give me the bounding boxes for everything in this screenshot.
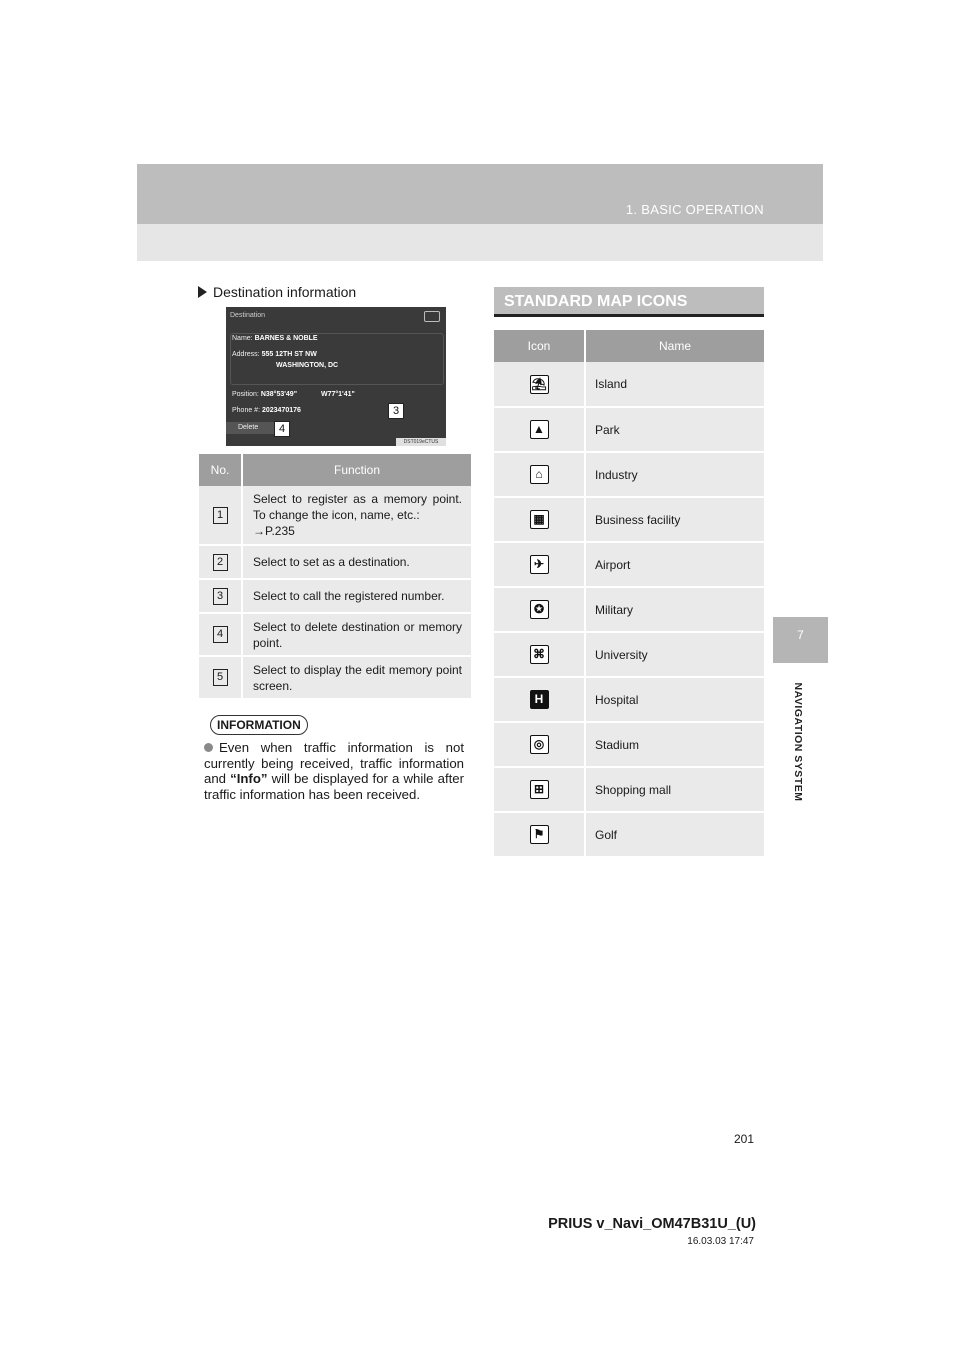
col-icon-header: Icon bbox=[494, 330, 585, 362]
table-row bbox=[494, 497, 764, 542]
table-row bbox=[494, 362, 764, 407]
airport-icon: ✈ bbox=[530, 555, 549, 574]
map-icons-title: STANDARD MAP ICONS bbox=[494, 287, 764, 317]
chapter-number: 7 bbox=[797, 628, 804, 642]
table-row bbox=[494, 722, 764, 767]
table-row bbox=[199, 545, 471, 579]
col-name-header: Name bbox=[585, 330, 764, 362]
business-facility-icon: ▦ bbox=[530, 510, 549, 529]
icon-name: Business facility bbox=[585, 497, 764, 542]
row-function: Select to call the registered number. bbox=[242, 579, 471, 613]
table-row bbox=[494, 812, 764, 857]
screen-delete-button: Delete bbox=[226, 422, 290, 434]
row-number: 1 bbox=[213, 507, 228, 524]
callout-3: 3 bbox=[388, 403, 404, 419]
hospital-icon: H bbox=[530, 690, 549, 709]
icon-name: Industry bbox=[585, 452, 764, 497]
screen-address-row: Address: 555 12TH ST NW bbox=[232, 351, 317, 358]
park-icon: ▲ bbox=[530, 420, 549, 439]
map-icons-table bbox=[494, 330, 764, 858]
table-row bbox=[494, 542, 764, 587]
screen-position-row: Position: N38°53'49" W77°1'41" bbox=[232, 391, 355, 398]
industry-icon: ⌂ bbox=[530, 465, 549, 484]
function-table bbox=[199, 454, 471, 700]
table-row bbox=[494, 452, 764, 497]
row-number: 5 bbox=[213, 669, 228, 686]
icon-name: University bbox=[585, 632, 764, 677]
icon-name: Stadium bbox=[585, 722, 764, 767]
golf-icon: ⚑ bbox=[530, 825, 549, 844]
screen-name-row: Name: BARNES & NOBLE bbox=[232, 335, 318, 342]
icon-name: Airport bbox=[585, 542, 764, 587]
icon-name: Park bbox=[585, 407, 764, 452]
information-text: Even when traffic information is not currently being received, traffic information and “Info” will be displayed for a while after traffic information has been received. bbox=[204, 740, 465, 802]
header-subband bbox=[137, 224, 823, 261]
row-function: Select to register as a memory point. To change the icon, name, etc.: →P.235 bbox=[242, 486, 471, 545]
row-function: Select to set as a destination. bbox=[242, 545, 471, 579]
row-number: 2 bbox=[213, 554, 228, 571]
destination-screen-image bbox=[226, 307, 446, 446]
section-title: 1. BASIC OPERATION bbox=[625, 202, 764, 217]
screen-address-line2: WASHINGTON, DC bbox=[276, 362, 339, 369]
icon-name: Island bbox=[585, 362, 764, 407]
table-row bbox=[199, 486, 471, 545]
stadium-icon: ◎ bbox=[530, 735, 549, 754]
table-row bbox=[494, 767, 764, 812]
table-row bbox=[199, 613, 471, 656]
bullet-dot-icon bbox=[204, 743, 213, 752]
subheading-text: Destination information bbox=[213, 284, 357, 300]
island-icon: ⛱ bbox=[530, 375, 549, 394]
callout-4: 4 bbox=[274, 421, 290, 437]
document-timestamp: 16.03.03 17:47 bbox=[687, 1236, 754, 1247]
chapter-label: NAVIGATION SYSTEM bbox=[792, 682, 804, 802]
screen-title: Destination bbox=[230, 312, 266, 319]
back-icon bbox=[424, 311, 440, 322]
information-badge: INFORMATION bbox=[210, 715, 308, 735]
row-function: Select to delete destination or memory point. bbox=[242, 613, 471, 656]
row-number: 4 bbox=[213, 626, 228, 643]
col-function-header: Function bbox=[242, 454, 471, 486]
table-row bbox=[494, 677, 764, 722]
table-row bbox=[199, 579, 471, 613]
page-number: 201 bbox=[733, 1132, 754, 1146]
col-no-header: No. bbox=[199, 454, 242, 486]
icon-name: Military bbox=[585, 587, 764, 632]
icon-name: Hospital bbox=[585, 677, 764, 722]
row-number: 3 bbox=[213, 588, 228, 605]
university-icon: ⌘ bbox=[530, 645, 549, 664]
screen-phone-row: Phone #: 2023470176 bbox=[232, 407, 301, 414]
row-function: Select to display the edit memory point screen. bbox=[242, 656, 471, 699]
table-row bbox=[199, 656, 471, 699]
icon-name: Golf bbox=[585, 812, 764, 857]
chapter-label-wrap bbox=[790, 672, 806, 812]
icon-name: Shopping mall bbox=[585, 767, 764, 812]
table-row bbox=[494, 632, 764, 677]
triangle-bullet-icon bbox=[198, 286, 207, 298]
military-icon: ✪ bbox=[530, 600, 549, 619]
table-row bbox=[494, 407, 764, 452]
image-code: DST019eCTUS bbox=[396, 438, 446, 446]
subheading bbox=[198, 284, 356, 300]
shopping-mall-icon: ⊞ bbox=[530, 780, 549, 799]
table-row bbox=[494, 587, 764, 632]
document-title: PRIUS v_Navi_OM47B31U_(U) bbox=[548, 1216, 756, 1232]
